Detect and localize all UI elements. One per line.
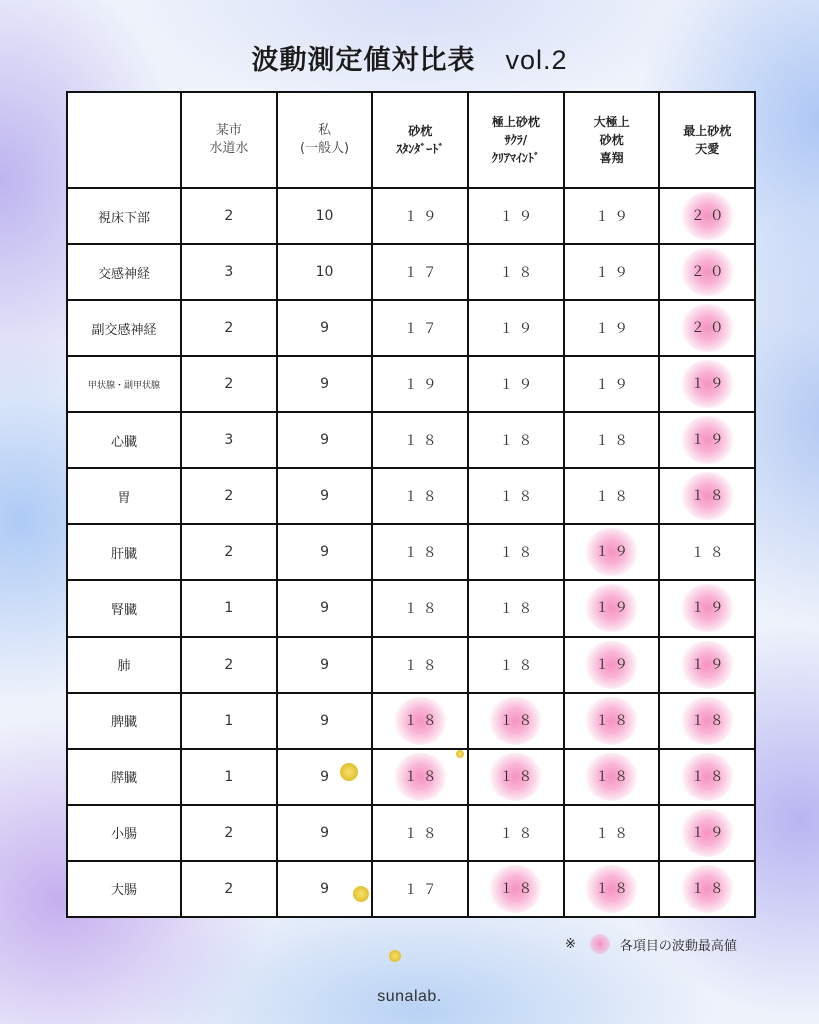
highest-value: １８ — [681, 472, 734, 520]
value: 9 — [320, 488, 329, 505]
value-cell — [468, 468, 564, 524]
value-cell — [181, 356, 277, 412]
value-cell — [181, 412, 277, 468]
value-cell — [564, 356, 660, 412]
value-cell — [659, 580, 755, 636]
value: １９ — [595, 209, 634, 226]
value: １９ — [595, 321, 634, 338]
value: 9 — [320, 824, 329, 841]
value-cell — [277, 749, 373, 805]
value-cell — [277, 188, 373, 244]
highest-value: １８ — [394, 753, 447, 801]
value: １８ — [499, 825, 538, 842]
value-cell — [372, 637, 468, 693]
column-header-line: 極上砂枕 — [491, 115, 540, 129]
value: １９ — [499, 321, 538, 338]
value-cell — [277, 580, 373, 636]
value-cell — [277, 356, 373, 412]
value-cell — [468, 356, 564, 412]
gold-fleck-decoration — [353, 886, 369, 902]
gold-fleck-decoration — [389, 950, 401, 962]
value: 9 — [320, 376, 329, 393]
value-cell — [564, 188, 660, 244]
row-label: 大腸 — [67, 861, 181, 917]
value-cell — [564, 749, 660, 805]
value: 1 — [224, 600, 234, 617]
value-cell — [659, 861, 755, 917]
value: 2 — [224, 376, 234, 393]
value: １８ — [595, 433, 634, 450]
value-cell — [181, 861, 277, 917]
value: 1 — [224, 768, 234, 785]
highest-value: １８ — [489, 865, 542, 913]
value-cell — [277, 524, 373, 580]
value-cell — [181, 749, 277, 805]
value-cell — [181, 693, 277, 749]
value-cell — [659, 693, 755, 749]
column-header — [277, 92, 373, 188]
value: 9 — [320, 600, 329, 617]
row-label: 小腸 — [67, 805, 181, 861]
highest-value: １９ — [585, 528, 638, 576]
value-cell — [468, 637, 564, 693]
row-label: 肝臓 — [67, 524, 181, 580]
value: １８ — [499, 601, 538, 618]
column-header-line: ｸﾘｱﾏｲﾝﾄﾞ — [491, 151, 540, 165]
value: 2 — [224, 824, 234, 841]
column-header — [659, 92, 755, 188]
highest-value: １９ — [585, 641, 638, 689]
value-cell — [659, 412, 755, 468]
value: 3 — [224, 264, 234, 281]
highest-value: １８ — [585, 753, 638, 801]
value-cell — [277, 300, 373, 356]
value: １８ — [595, 825, 634, 842]
value-cell — [372, 580, 468, 636]
column-header-line: 某市 — [215, 123, 242, 138]
row-label: 胃 — [67, 468, 181, 524]
value-cell — [468, 805, 564, 861]
value: １７ — [403, 321, 442, 338]
highest-value: １９ — [681, 809, 734, 857]
highest-value: １９ — [681, 584, 734, 632]
highest-value: １８ — [394, 697, 447, 745]
value-cell — [468, 580, 564, 636]
value-cell — [659, 188, 755, 244]
highest-value: １８ — [489, 697, 542, 745]
value: １８ — [403, 489, 442, 506]
value-cell — [659, 637, 755, 693]
highlight-dot-icon — [590, 934, 610, 954]
value-cell — [372, 244, 468, 300]
highest-value: １９ — [585, 584, 638, 632]
column-header-line: 水道水 — [209, 141, 249, 156]
value-cell — [564, 300, 660, 356]
value-cell — [372, 861, 468, 917]
highest-value: １９ — [681, 641, 734, 689]
value: 2 — [224, 208, 234, 225]
legend-mark: ※ — [565, 936, 576, 952]
row-label: 脾臓 — [67, 693, 181, 749]
value-cell — [468, 524, 564, 580]
table-row — [67, 637, 755, 693]
value: １９ — [595, 265, 634, 282]
column-header-line: ｻｸﾗ/ — [504, 133, 528, 147]
table-row — [67, 188, 755, 244]
table-row — [67, 412, 755, 468]
column-header-line: 大極上 — [593, 115, 630, 129]
highest-value: １８ — [681, 697, 734, 745]
table-row — [67, 749, 755, 805]
highest-value: ２０ — [681, 192, 734, 240]
value: 3 — [224, 432, 234, 449]
table-row — [67, 524, 755, 580]
value-cell — [181, 300, 277, 356]
column-header-line: 喜翔 — [599, 151, 624, 165]
comparison-table — [66, 91, 756, 918]
value: １８ — [499, 489, 538, 506]
value: １８ — [499, 433, 538, 450]
value-cell — [181, 244, 277, 300]
column-header-line: ｽﾀﾝﾀﾞｰﾄﾞ — [396, 142, 445, 156]
column-header-line: (一般人) — [299, 141, 350, 156]
column-header-line: 天愛 — [695, 142, 720, 156]
value-cell — [468, 693, 564, 749]
value-cell — [372, 300, 468, 356]
value-cell — [564, 637, 660, 693]
column-header — [372, 92, 468, 188]
column-header — [564, 92, 660, 188]
value-cell — [181, 468, 277, 524]
value: １９ — [595, 377, 634, 394]
highest-value: ２０ — [681, 304, 734, 352]
value-cell — [277, 805, 373, 861]
value-cell — [372, 524, 468, 580]
value: 9 — [320, 320, 329, 337]
highest-value: １８ — [585, 697, 638, 745]
value-cell — [468, 749, 564, 805]
value-cell — [181, 805, 277, 861]
value: 9 — [320, 768, 329, 785]
value: １７ — [403, 265, 442, 282]
column-header — [181, 92, 277, 188]
table-row — [67, 468, 755, 524]
legend — [565, 934, 737, 954]
value-cell — [468, 244, 564, 300]
value: １８ — [595, 489, 634, 506]
column-header-line: 砂枕 — [408, 124, 433, 138]
value: １８ — [403, 825, 442, 842]
value-cell — [277, 244, 373, 300]
value-cell — [659, 300, 755, 356]
gold-fleck-decoration — [456, 750, 464, 758]
header-row — [67, 92, 755, 188]
title-volume: vol.2 — [505, 45, 568, 75]
value-cell — [659, 749, 755, 805]
value: 2 — [224, 320, 234, 337]
row-label: 交感神経 — [67, 244, 181, 300]
value: １８ — [403, 433, 442, 450]
value-cell — [659, 244, 755, 300]
header-corner — [67, 92, 181, 188]
value-cell — [468, 300, 564, 356]
value-cell — [564, 524, 660, 580]
row-label: 心臓 — [67, 412, 181, 468]
value: １８ — [690, 545, 729, 562]
title-main: 波動測定値対比表 — [251, 45, 476, 76]
table-row — [67, 805, 755, 861]
table-row — [67, 693, 755, 749]
table-row — [67, 861, 755, 917]
value: １８ — [403, 601, 442, 618]
value: 9 — [320, 656, 329, 673]
value-cell — [372, 805, 468, 861]
value-cell — [277, 637, 373, 693]
value-cell — [659, 524, 755, 580]
table-row — [67, 580, 755, 636]
value-cell — [564, 412, 660, 468]
table-row — [67, 244, 755, 300]
table-body — [67, 188, 755, 917]
value: 2 — [224, 656, 234, 673]
value: 1 — [224, 712, 234, 729]
table-row — [67, 356, 755, 412]
column-header-line: 私 — [318, 123, 332, 138]
value: １８ — [499, 265, 538, 282]
highest-value: １８ — [585, 865, 638, 913]
row-label: 視床下部 — [67, 188, 181, 244]
value-cell — [659, 805, 755, 861]
value: １９ — [499, 377, 538, 394]
value-cell — [659, 468, 755, 524]
value-cell — [277, 412, 373, 468]
value-cell — [181, 637, 277, 693]
row-label: 膵臓 — [67, 749, 181, 805]
value: １８ — [403, 657, 442, 674]
value-cell — [181, 524, 277, 580]
value-cell — [372, 693, 468, 749]
value-cell — [564, 244, 660, 300]
row-label: 甲状腺・副甲状腺 — [67, 356, 181, 412]
column-header-line: 最上砂枕 — [683, 124, 732, 138]
value-cell — [564, 805, 660, 861]
value-cell — [372, 412, 468, 468]
value-cell — [564, 693, 660, 749]
column-header-line: 砂枕 — [599, 133, 624, 147]
value-cell — [468, 861, 564, 917]
highest-value: １８ — [681, 865, 734, 913]
row-label: 肺 — [67, 637, 181, 693]
value: １８ — [499, 545, 538, 562]
highest-value: ２０ — [681, 248, 734, 296]
footer-brand: sunalab. — [377, 988, 442, 1005]
value: １７ — [403, 881, 442, 898]
value-cell — [181, 580, 277, 636]
value-cell — [372, 749, 468, 805]
highest-value: １９ — [681, 416, 734, 464]
value-cell — [468, 188, 564, 244]
table-row — [67, 300, 755, 356]
value: １９ — [403, 209, 442, 226]
value: 9 — [320, 432, 329, 449]
value-cell — [277, 693, 373, 749]
gold-fleck-decoration — [340, 763, 358, 781]
highest-value: １９ — [681, 360, 734, 408]
legend-text: 各項目の波動最高値 — [619, 938, 737, 954]
value: １８ — [499, 657, 538, 674]
value-cell — [277, 468, 373, 524]
value-cell — [564, 580, 660, 636]
value-cell — [181, 188, 277, 244]
value: 2 — [224, 544, 234, 561]
value: １９ — [403, 377, 442, 394]
value: 9 — [320, 544, 329, 561]
value-cell — [564, 468, 660, 524]
value-cell — [468, 412, 564, 468]
value: 10 — [315, 208, 334, 225]
value-cell — [372, 188, 468, 244]
value: 9 — [320, 880, 329, 897]
value-cell — [659, 356, 755, 412]
value-cell — [372, 468, 468, 524]
value: 10 — [315, 264, 334, 281]
value-cell — [372, 356, 468, 412]
highest-value: １８ — [489, 753, 542, 801]
value: １９ — [499, 209, 538, 226]
highest-value: １８ — [681, 753, 734, 801]
column-header — [468, 92, 564, 188]
value-cell — [564, 861, 660, 917]
row-label: 副交感神経 — [67, 300, 181, 356]
value: 2 — [224, 880, 234, 897]
value: 9 — [320, 712, 329, 729]
value: １８ — [403, 545, 442, 562]
row-label: 腎臓 — [67, 580, 181, 636]
value: 2 — [224, 488, 234, 505]
page-title — [0, 38, 819, 77]
